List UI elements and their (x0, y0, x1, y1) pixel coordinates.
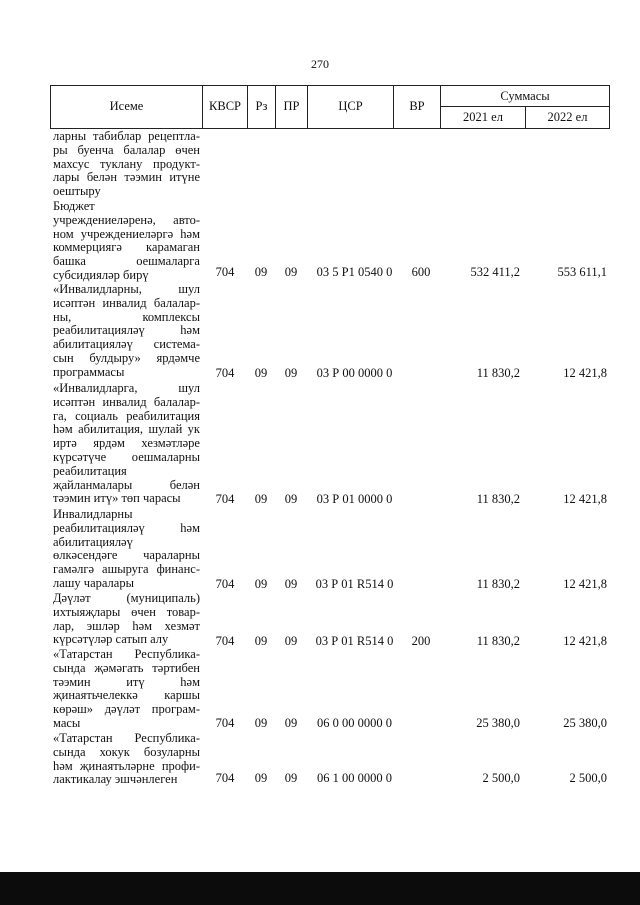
row-text-line: «Татарстан Республика- (53, 648, 200, 661)
row-text-line: тәэмин итү» төп чарасы (53, 492, 181, 506)
row-text-line: «Инвалидларга, шул (53, 382, 200, 395)
header-year-2021: 2021 ел (463, 110, 503, 124)
cell-kvsr: 704 (215, 716, 235, 730)
row-text-line: җайланмалары белән (53, 478, 200, 492)
table-row-name (53, 592, 200, 647)
row-text-line: көрәш» дәүләт програм- (53, 703, 200, 717)
cell-pr: 09 (284, 577, 298, 591)
cell-csr: 03 Р 01 R514 0 (315, 577, 394, 591)
row-text-line: Дәүләт (муниципаль) (53, 592, 200, 605)
row-text-line: күрсәтүче оешмаларны (53, 450, 200, 464)
row-text-line: ры буенча балалар өчен (53, 143, 200, 157)
row-text-line: лары белән тәэмин итүне (53, 171, 200, 185)
row-text-line: реабилитацияләү һәм (53, 521, 200, 535)
cell-kvsr: 704 (215, 265, 235, 279)
table-row-name (53, 732, 200, 787)
row-text-line: махсус туклану продукт- (53, 157, 200, 171)
header-year-2022: 2022 ел (547, 110, 588, 124)
cell-rz: 09 (254, 366, 268, 380)
row-text-line: ном учреждениеләргә һәм (53, 227, 200, 241)
cell-sum-2022: 2 500,0 (569, 771, 607, 785)
cell-sum-2021: 2 500,0 (482, 771, 520, 785)
table-row-name (53, 130, 200, 199)
row-text-line: гамәлгә ашыруга финанс- (53, 563, 200, 577)
row-text-line: исәптән инвалид балалар- (53, 296, 200, 310)
table-row-name (53, 648, 200, 731)
header-csr: ЦСР (338, 99, 363, 113)
table-row-name (53, 508, 200, 591)
row-text-line: Бюджет (53, 200, 95, 213)
row-text-line: өлкәсендәге чараларны (53, 549, 200, 563)
cell-sum-2021: 532 411,2 (470, 265, 520, 279)
cell-csr: 03 Р 00 0000 0 (316, 366, 393, 380)
cell-pr: 09 (284, 366, 298, 380)
row-text-line: һәм абилитация, шулай ук (53, 423, 200, 437)
cell-pr: 09 (284, 634, 298, 648)
row-text-line: оештыру (53, 185, 101, 199)
table-header-bottom-border (50, 128, 610, 129)
cell-vr: 600 (411, 265, 431, 279)
cell-pr: 09 (284, 716, 298, 730)
row-text-line: «Инвалидларны, шул (53, 283, 200, 296)
cell-csr: 03 5 Р1 0540 0 (316, 265, 393, 279)
cell-sum-2021: 11 830,2 (476, 634, 520, 648)
cell-sum-2022: 553 611,1 (557, 265, 607, 279)
row-text-line: башка оешмаларга (53, 255, 200, 269)
row-text-line: программасы (53, 365, 125, 379)
header-pr: ПР (283, 99, 300, 113)
cell-csr: 06 0 00 0000 0 (317, 716, 392, 730)
row-text-line: ны, комплексы (53, 310, 200, 324)
cell-sum-2022: 12 421,8 (563, 634, 607, 648)
row-text-line: җинаятьчелеккә каршы (53, 689, 200, 703)
cell-rz: 09 (254, 634, 268, 648)
row-text-line: лактикалау эшчәнлеген (53, 773, 178, 787)
header-sums: Суммасы (500, 89, 550, 103)
row-text-line: коммерциягә карамаган (53, 241, 200, 255)
cell-kvsr: 704 (215, 634, 235, 648)
header-name: Исеме (109, 99, 144, 113)
cell-sum-2021: 11 830,2 (476, 577, 520, 591)
row-text-line: һәм җинаятьләрне профи- (53, 759, 200, 773)
row-text-line: сын булдыру» ярдәмче (53, 351, 200, 365)
cell-kvsr: 704 (215, 771, 235, 785)
table-top-border (50, 85, 610, 86)
scan-bottom-edge (0, 872, 640, 905)
cell-pr: 09 (284, 492, 298, 506)
cell-kvsr: 704 (215, 492, 235, 506)
header-vr: ВР (409, 99, 425, 113)
cell-rz: 09 (254, 492, 268, 506)
cell-kvsr: 704 (215, 366, 235, 380)
cell-csr: 03 Р 01 0000 0 (316, 492, 393, 506)
row-text-line: реабилитация (53, 464, 127, 478)
row-text-line: «Татарстан Республика- (53, 732, 200, 745)
row-text-line: тәэмин итү һәм (53, 675, 200, 689)
cell-sum-2022: 12 421,8 (563, 366, 607, 380)
cell-sum-2021: 11 830,2 (476, 366, 520, 380)
cell-vr: 200 (411, 634, 431, 648)
row-text-line: иртә ярдәм хезмәтләре (53, 437, 200, 451)
row-text-line: лар, эшләр һәм хезмәт (53, 619, 200, 633)
cell-pr: 09 (284, 265, 298, 279)
row-text-line: субсидияләр бирү (53, 268, 149, 282)
page-number: 270 (311, 57, 329, 71)
cell-sum-2022: 25 380,0 (563, 716, 607, 730)
cell-csr: 03 Р 01 R514 0 (315, 634, 394, 648)
row-text-line: күрсәтүләр сатып алу (53, 633, 169, 647)
cell-rz: 09 (254, 577, 268, 591)
row-text-line: га, социаль реабилитация (53, 409, 200, 423)
cell-sum-2022: 12 421,8 (563, 492, 607, 506)
row-text-line: масы (53, 716, 81, 730)
cell-rz: 09 (254, 716, 268, 730)
row-text-line: ларны табиблар рецептла- (53, 130, 200, 143)
table-right-border (609, 85, 610, 129)
table-row-name (53, 283, 200, 380)
cell-rz: 09 (254, 265, 268, 279)
row-text-line: исәптән инвалид балалар- (53, 395, 200, 409)
row-text-line: сында җәмәгать тәртибен (53, 661, 200, 675)
row-text-line: учреждениеләренә, авто- (53, 213, 200, 227)
table-row-name (53, 200, 200, 283)
cell-rz: 09 (254, 771, 268, 785)
header-rz: Рз (255, 99, 268, 113)
row-text-line: сында хокук бозуларны (53, 745, 200, 759)
row-text-line: лашу чаралары (53, 576, 134, 590)
row-text-line: Инвалидларны (53, 508, 133, 521)
cell-kvsr: 704 (215, 577, 235, 591)
header-kvsr: КВСР (209, 99, 241, 113)
row-text-line: абилитацияләү система- (53, 338, 200, 352)
row-text-line: абилитацияләү (53, 535, 133, 549)
cell-csr: 06 1 00 0000 0 (317, 771, 392, 785)
row-text-line: реабилитацияләү һәм (53, 324, 200, 338)
row-text-line: ихтыяҗлары өчен товар- (53, 605, 200, 619)
table-row-name (53, 382, 200, 506)
cell-sum-2022: 12 421,8 (563, 577, 607, 591)
cell-sum-2021: 11 830,2 (476, 492, 520, 506)
cell-pr: 09 (284, 771, 298, 785)
cell-sum-2021: 25 380,0 (476, 716, 520, 730)
